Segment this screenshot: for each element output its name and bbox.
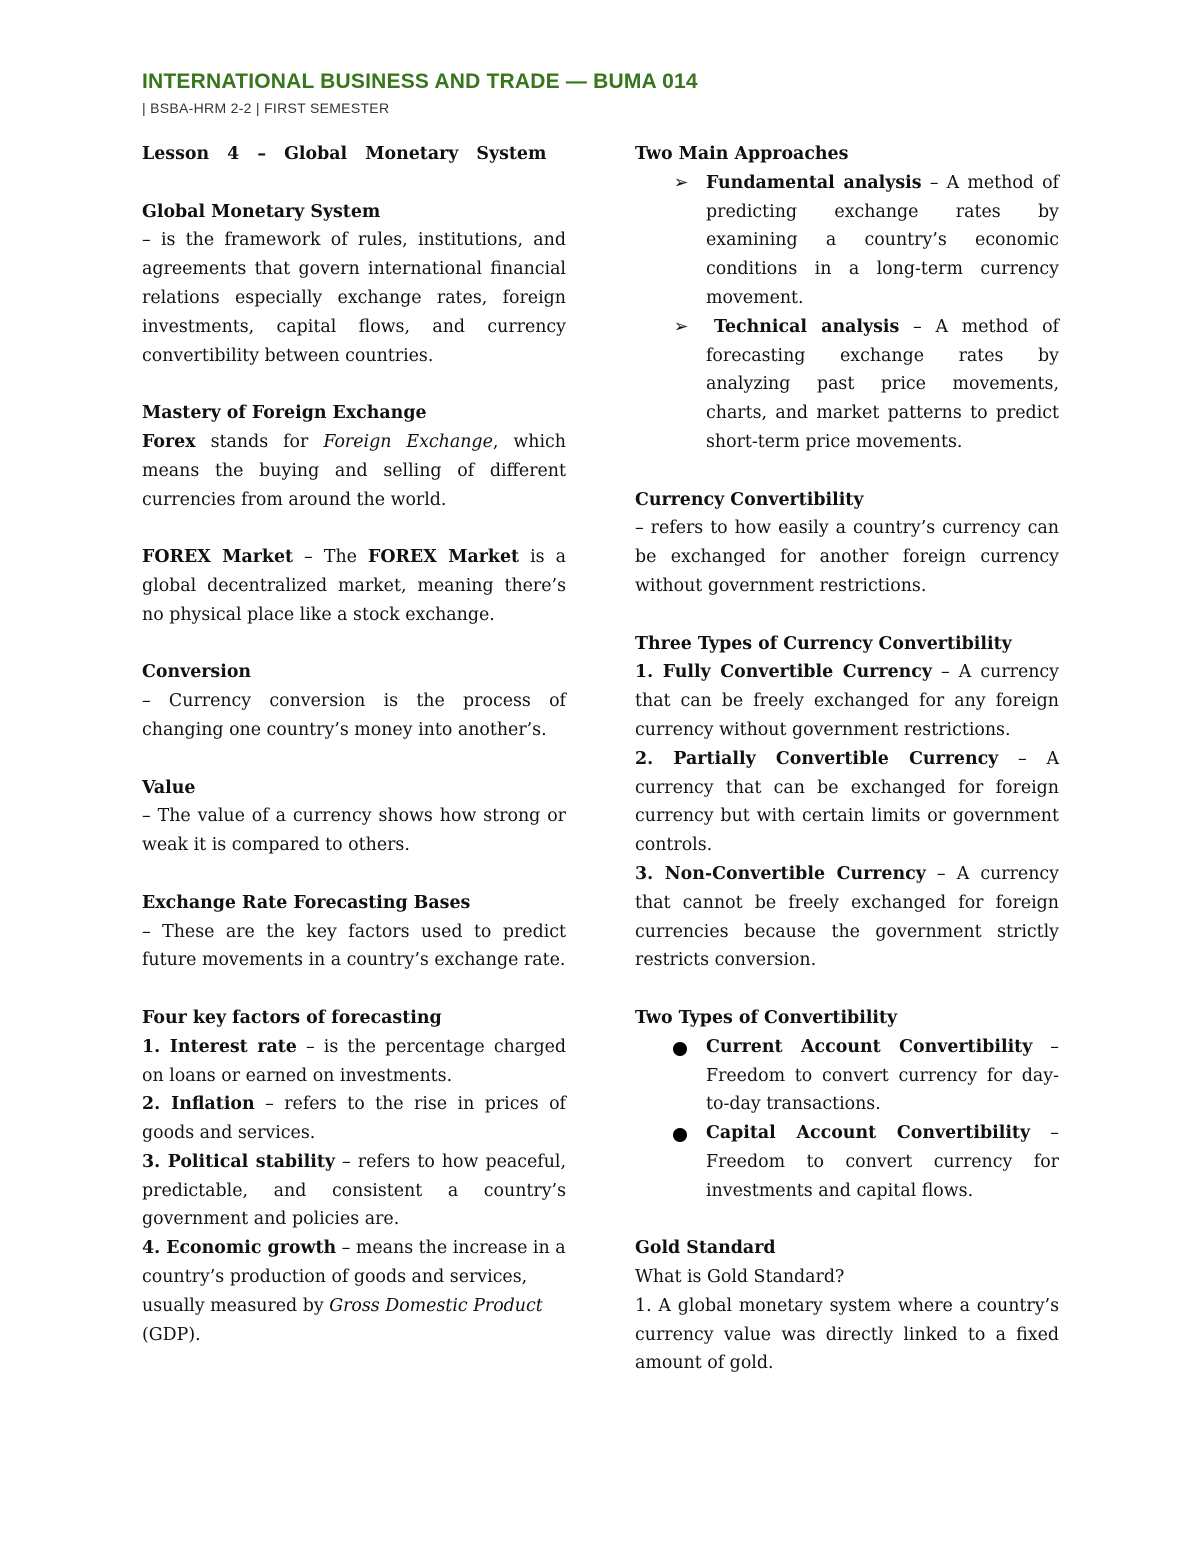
- type-item: [635, 860, 1059, 975]
- text-run: – Freedom to convert currency for day-to-day transactions.: [706, 1036, 1059, 1115]
- factor-item: [142, 1234, 566, 1349]
- right-column: [635, 140, 1059, 1378]
- text-run: stands for: [195, 431, 324, 452]
- text-run: is a global decentralized market, meaning there’s no physical place like a stock exchange.: [142, 547, 566, 625]
- bullet-dot-icon: [673, 1128, 687, 1142]
- erfb-heading: Exchange Rate Forecasting Bases: [142, 892, 471, 913]
- conversion-heading: Conversion: [142, 662, 252, 683]
- mastery-heading: Mastery of Foreign Exchange: [142, 403, 427, 424]
- conversion-definition: – Currency conversion is the process of changing one country’s money into another’s.: [142, 691, 566, 740]
- text-run: – A currency that can be exchanged for foreign currency but with certain limits or government controls.: [635, 748, 1060, 856]
- text-run: (GDP).: [142, 1324, 201, 1345]
- italic-term: Foreign Exchange: [323, 431, 493, 452]
- convertibility-list: [635, 1033, 1059, 1206]
- text-run: , which means the buying and selling of different currencies from around the world.: [142, 431, 566, 510]
- list-item: [635, 1119, 1059, 1205]
- gold-heading: Gold Standard: [635, 1238, 776, 1259]
- left-column: [142, 140, 566, 1349]
- text-run: – A currency that cannot be freely exchanged for foreign currencies because the government strictly restricts conversion.: [635, 863, 1059, 971]
- factor-term: 1. Interest rate: [142, 1036, 297, 1057]
- list-item: [635, 169, 1059, 313]
- erfb-definition: – These are the key factors used to predict future movements in a country’s exchange rate.: [142, 921, 566, 971]
- value-definition: – The value of a currency shows how strong or weak it is compared to others.: [142, 806, 566, 856]
- value-heading: Value: [142, 777, 196, 798]
- cc-heading: Currency Convertibility: [635, 489, 864, 510]
- lesson-title: Lesson 4 – Global Monetary System: [142, 144, 547, 164]
- factor-item: [142, 1148, 566, 1234]
- text-run: – means the increase in a country’s production of goods and services, usually measured by: [142, 1238, 566, 1316]
- text-run: – A currency that can be freely exchanged for any foreign currency without government restrictions.: [635, 662, 1060, 740]
- approach-term: Fundamental analysis: [706, 172, 922, 193]
- forex-market-definition: [142, 543, 566, 629]
- gms-definition: – is the framework of rules, institutions, and agreements that govern international financial relations especially exchange rates, foreign investments, capital flows, and currency convertibility between countries.: [142, 230, 566, 366]
- arrow-bullet-icon: ➢: [673, 316, 689, 337]
- approaches-heading: Two Main Approaches: [635, 144, 849, 164]
- forex-term: Forex: [142, 431, 196, 452]
- types-heading: Three Types of Currency Convertibility: [635, 633, 1012, 654]
- bullet-dot-icon: [673, 1042, 687, 1056]
- italic-term: Gross Domestic Product: [329, 1295, 543, 1316]
- conv-term: Current Account Convertibility: [706, 1036, 1033, 1057]
- document-subtitle: | BSBA-HRM 2-2 | FIRST SEMESTER: [142, 100, 390, 116]
- forex-market-term: FOREX Market: [142, 547, 294, 568]
- text-run: – A method of predicting exchange rates by examining a country’s economic conditions in a long-term currency movement.: [706, 172, 1059, 308]
- factor-term: 3. Political stability: [142, 1151, 336, 1172]
- factor-term: 2. Inflation: [142, 1094, 255, 1115]
- factor-item: [142, 1090, 566, 1148]
- forex-market-term: FOREX Market: [367, 547, 520, 568]
- type-item: [635, 658, 1059, 744]
- two-types-heading: Two Types of Convertibility: [635, 1007, 898, 1028]
- mastery-definition: [142, 428, 566, 514]
- conv-term: Capital Account Convertibility: [706, 1123, 1031, 1144]
- factors-heading: Four key factors of forecasting: [142, 1007, 442, 1028]
- arrow-bullet-icon: ➢: [673, 172, 689, 193]
- gold-question: What is Gold Standard?: [635, 1267, 845, 1288]
- cc-definition: – refers to how easily a country’s currency can be exchanged for another foreign currency without government restrictions.: [635, 518, 1059, 596]
- text-run: – The: [293, 547, 368, 568]
- approaches-list: [635, 169, 1059, 457]
- text-run: – is the percentage charged on loans or earned on investments.: [142, 1036, 566, 1086]
- gold-definition: 1. A global monetary system where a country’s currency value was directly linked to a fixed amount of gold.: [635, 1295, 1059, 1374]
- gms-heading: Global Monetary System: [142, 201, 381, 222]
- type-term: 2. Partially Convertible Currency: [635, 748, 999, 769]
- text-run: – refers to the rise in prices of goods and services.: [142, 1094, 566, 1144]
- type-term: 3. Non-Convertible Currency: [635, 863, 926, 884]
- document-title: INTERNATIONAL BUSINESS AND TRADE — BUMA 014: [142, 70, 698, 93]
- list-item: [635, 1033, 1059, 1119]
- type-term: 1. Fully Convertible Currency: [635, 662, 932, 683]
- text-run: – A method of forecasting exchange rates by analyzing past price movements, charts, and market patterns to predict short-term price movements.: [706, 316, 1059, 452]
- text-run: – Freedom to convert currency for investments and capital flows.: [706, 1123, 1059, 1201]
- factor-item: [142, 1033, 566, 1091]
- factor-term: 4. Economic growth: [142, 1238, 337, 1259]
- type-item: [635, 745, 1059, 860]
- text-run: – refers to how peaceful, predictable, and consistent a country’s government and policies are.: [142, 1151, 566, 1230]
- approach-term: Technical analysis: [714, 316, 900, 337]
- list-item: [635, 313, 1059, 457]
